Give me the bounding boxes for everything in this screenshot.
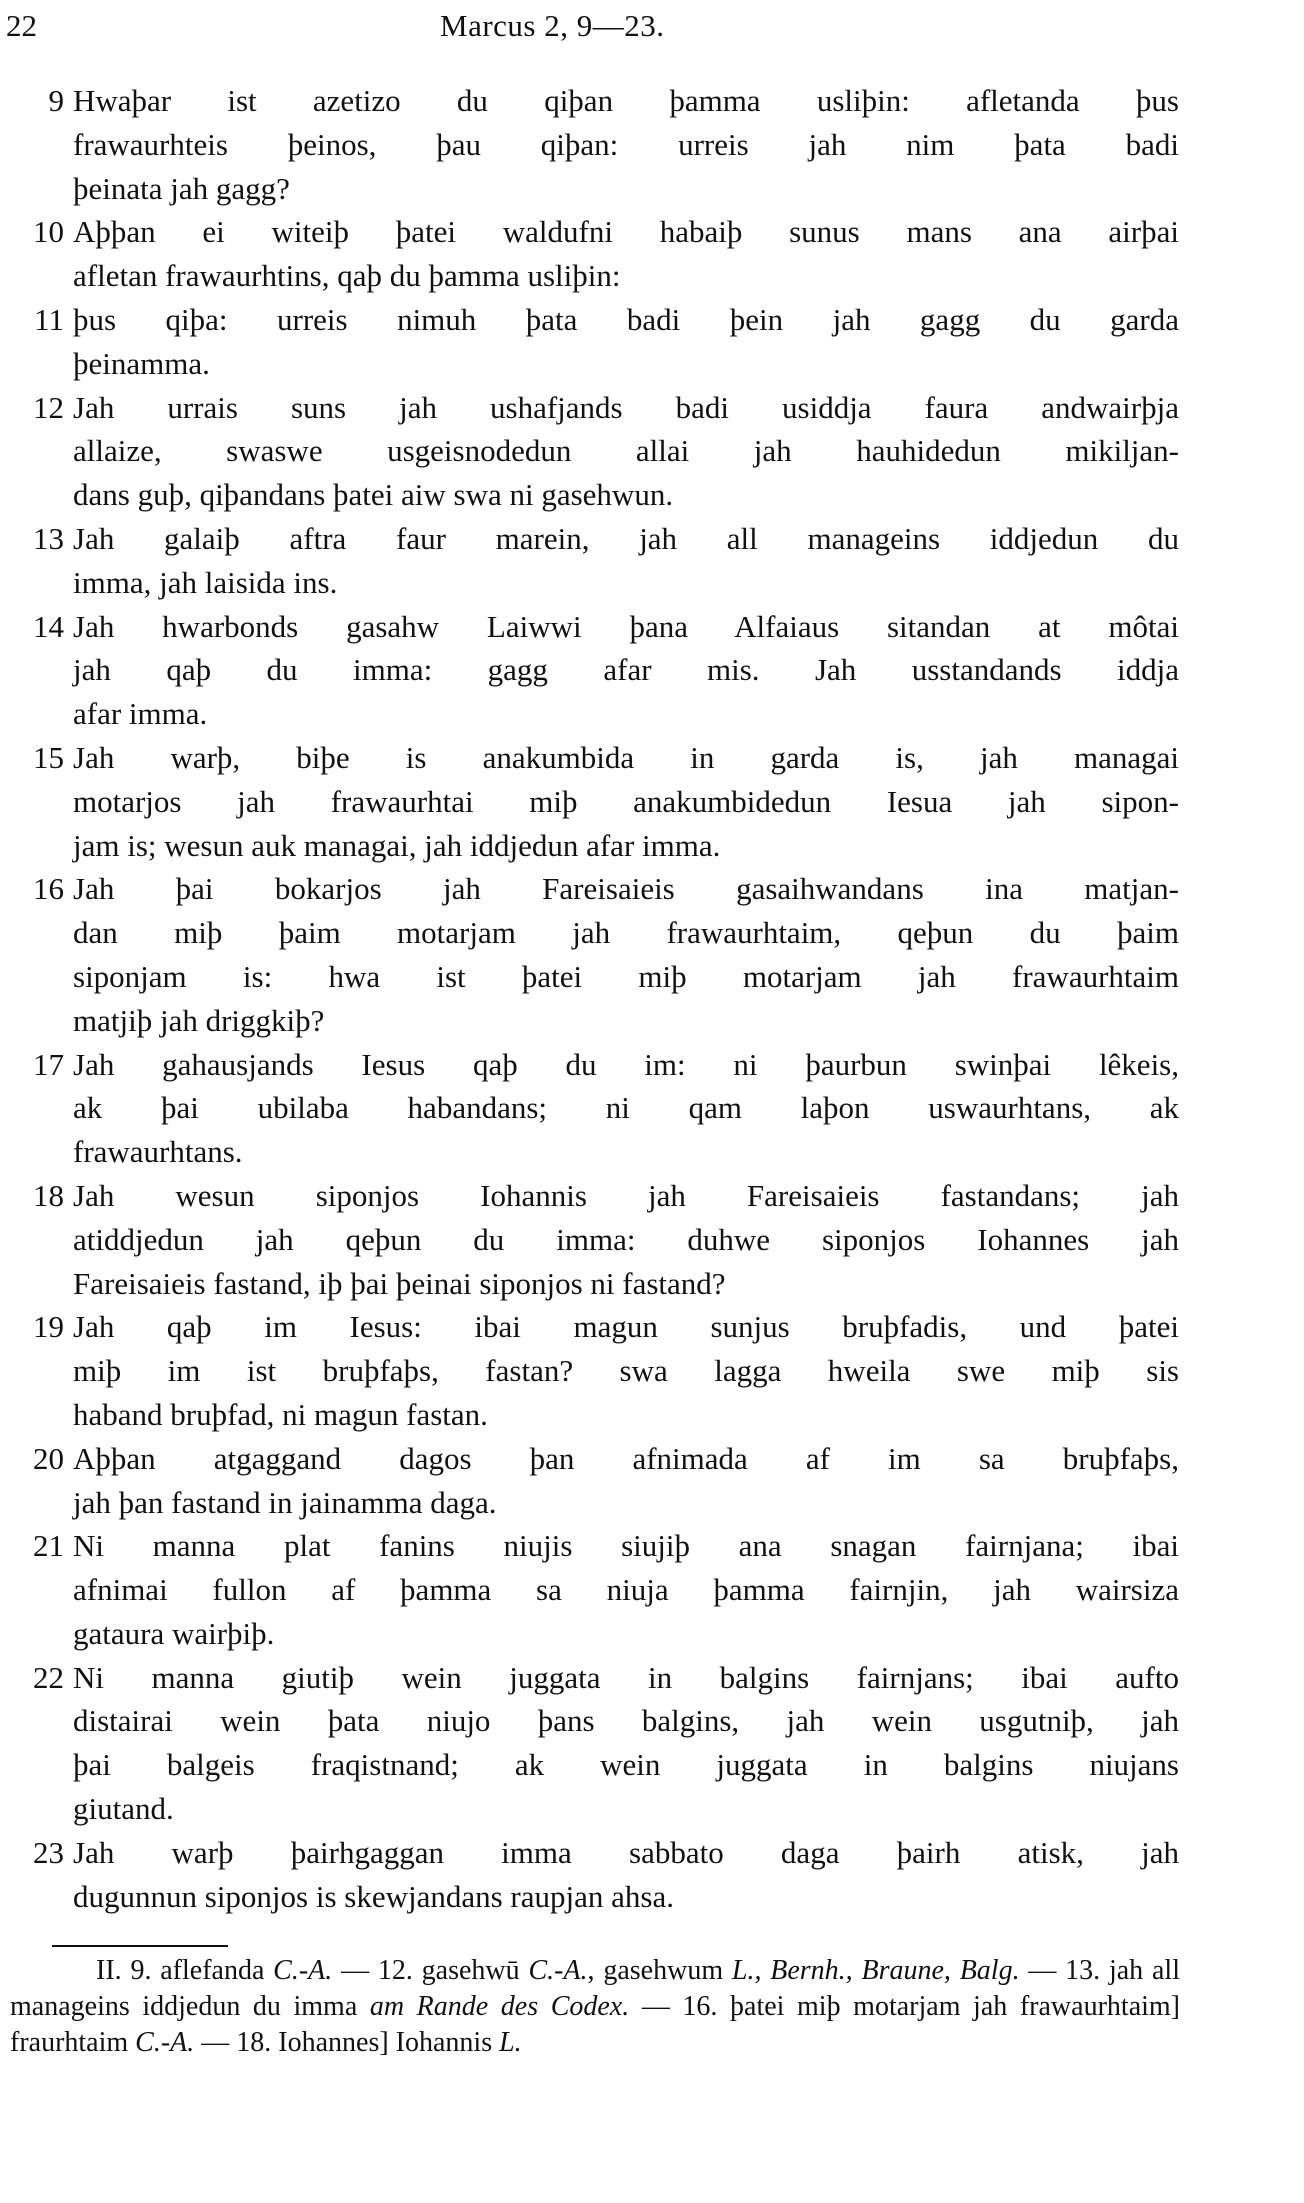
verse-line-text: þai balgeis fraqistnand; ak wein juggata in balgins niujans: [73, 1747, 1179, 1783]
verse-line-text: Jah warþ þairhgaggan imma sabbato daga þairh atisk, jah: [73, 1834, 1179, 1870]
verse-line-text: frawaurhteis þeinos, þau qiþan: urreis jah nim þata badi: [73, 126, 1179, 162]
verse-number: 10: [33, 214, 64, 250]
verse-line-text: Hwaþar ist azetizo du qiþan þamma usliþin: afletanda þus: [73, 83, 1179, 118]
verse-line: [0, 79, 1304, 123]
footnote-text: II. 9. aflefanda: [96, 1955, 274, 1986]
footnote-siglum: C.-A.: [135, 2027, 195, 2058]
verse-line-text: Jah gahausjands Iesus qaþ du im: ni þaurbun swinþai lêkeis,: [73, 1046, 1179, 1082]
verse-line-text: motarjos jah frawaurhtai miþ anakumbidedun Iesua jah sipon-: [73, 783, 1179, 819]
verse-line-text: Jah warþ, biþe is anakumbida in garda is, jah managai: [73, 739, 1179, 775]
verse-line-text: Jah hwarbonds gasahw Laiwwi þana Alfaiaus sitandan at môtai: [73, 608, 1179, 644]
verse-line: [0, 1481, 1304, 1525]
verse-line-text: dan miþ þaim motarjam jah frawaurhtaim, qeþun du þaim: [73, 915, 1179, 951]
verse-line: [0, 999, 1304, 1043]
verse-line: [0, 1086, 1304, 1130]
verse-line: [0, 824, 1304, 868]
verse-line: [0, 123, 1304, 167]
verse-line: [0, 955, 1304, 999]
verse-line: [0, 1218, 1304, 1262]
verse-line: [0, 1524, 1304, 1568]
verse-line: [0, 561, 1304, 605]
verse-number: 16: [33, 871, 64, 907]
verse-line-text: þeinamma.: [73, 345, 210, 381]
footnote-text: — 13. jah all manageins iddjedun du imma: [10, 1955, 1180, 2022]
verse-number: 22: [33, 1659, 64, 1695]
verse-line-text: jam is; wesun auk managai, jah iddjedun afar imma.: [73, 827, 721, 863]
verse-line-text: Aþþan ei witeiþ þatei waldufni habaiþ sunus mans ana airþai: [73, 214, 1179, 250]
verse-number: 13: [33, 520, 64, 556]
footnote-divider: [52, 1945, 228, 1947]
verse-line-text: haband bruþfad, ni magun fastan.: [73, 1396, 488, 1432]
verse-number: 12: [33, 389, 64, 425]
footnote-text: , gasehwum: [587, 1955, 732, 1986]
verse-line-text: Jah qaþ im Iesus: ibai magun sunjus bruþfadis, und þatei: [73, 1309, 1179, 1345]
verse-line-text: afnimai fullon af þamma sa niuja þamma fairnjin, jah wairsiza: [73, 1572, 1179, 1608]
verse-line: [0, 386, 1304, 430]
verse-line-text: jah qaþ du imma: gagg afar mis. Jah usstandands iddja: [73, 652, 1179, 688]
verse-line: [0, 605, 1304, 649]
verse-line: [0, 167, 1304, 211]
verse-line: [0, 298, 1304, 342]
verse-line-text: frawaurhtans.: [73, 1134, 243, 1170]
footnote-text: — 12. gasehwū: [332, 1955, 529, 1986]
verse-line-text: dans guþ, qiþandans þatei aiw swa ni gasehwun.: [73, 477, 674, 513]
verse-line-text: Ni manna giutiþ wein juggata in balgins fairnjans; ibai aufto: [73, 1659, 1179, 1695]
verse-line: [0, 1699, 1304, 1743]
verse-line-text: Jah galaiþ aftra faur marein, jah all manageins iddjedun du: [73, 520, 1179, 556]
verse-line-text: gataura wairþiþ.: [73, 1615, 275, 1651]
verse-line: [0, 1174, 1304, 1218]
verse-line-text: Aþþan atgaggand dagos þan afnimada af im sa bruþfaþs,: [73, 1440, 1179, 1476]
footnote-siglum: L.: [499, 2027, 522, 2058]
verse-line: [0, 1043, 1304, 1087]
verse-line-text: Jah wesun siponjos Iohannis jah Fareisaieis fastandans; jah: [73, 1177, 1179, 1213]
footnote-text: — 16. þatei miþ motarjam jah frawaurhtaim] fraurhtaim: [10, 1991, 1180, 2058]
running-title: Marcus 2, 9—23.: [440, 8, 665, 43]
page-number: 22: [6, 8, 37, 43]
footnote-siglum: L., Bernh., Braune, Balg.: [731, 1955, 1020, 1986]
verse-number: 21: [33, 1528, 64, 1564]
verse-line-text: afar imma.: [73, 696, 208, 732]
verse-line: [0, 1393, 1304, 1437]
verse-line-text: giutand.: [73, 1791, 174, 1827]
verse-line: [0, 1743, 1304, 1787]
verse-line: [0, 780, 1304, 824]
verse-line: [0, 648, 1304, 692]
verse-line: [0, 1787, 1304, 1831]
verse-text: [0, 79, 1304, 1918]
verse-line-text: ak þai ubilaba habandans; ni qam laþon uswaurhtans, ak: [73, 1090, 1179, 1126]
verse-line: [0, 1437, 1304, 1481]
verse-line: [0, 1656, 1304, 1700]
verse-line: [0, 736, 1304, 780]
verse-line-text: þeinata jah gagg?: [73, 170, 290, 206]
verse-number: 17: [33, 1046, 64, 1082]
footnote-siglum: am Rande des Codex.: [369, 1991, 630, 2022]
verse-line-text: afletan frawaurhtins, qaþ du þamma usliþin:: [73, 258, 621, 294]
verse-line: [0, 1875, 1304, 1919]
verse-number: 23: [33, 1834, 64, 1870]
verse-line-text: þus qiþa: urreis nimuh þata badi þein jah gagg du garda: [73, 301, 1179, 337]
verse-line: [0, 692, 1304, 736]
verse-line: [0, 210, 1304, 254]
verse-number: 20: [33, 1440, 64, 1476]
verse-line-text: Fareisaieis fastand, iþ þai þeinai siponjos ni fastand?: [73, 1265, 726, 1301]
footnote-siglum: C.-A.: [528, 1955, 588, 1986]
verse-line: [0, 517, 1304, 561]
verse-line-text: matjiþ jah driggkiþ?: [73, 1002, 325, 1038]
verse-line: [0, 1831, 1304, 1875]
verse-line-text: allaize, swaswe usgeisnodedun allai jah hauhidedun mikiljan-: [73, 433, 1179, 469]
verse-number: 18: [33, 1177, 64, 1213]
verse-line: [0, 911, 1304, 955]
verse-line-text: jah þan fastand in jainamma daga.: [73, 1484, 497, 1520]
verse-line-text: atiddjedun jah qeþun du imma: duhwe siponjos Iohannes jah: [73, 1221, 1179, 1257]
verse-line: [0, 429, 1304, 473]
verse-line-text: Jah urrais suns jah ushafjands badi usiddja faura andwairþja: [73, 389, 1179, 425]
verse-line-text: distairai wein þata niujo þans balgins, jah wein usgutniþ, jah: [73, 1703, 1179, 1739]
verse-line-text: Ni manna plat fanins niujis siujiþ ana snagan fairnjana; ibai: [73, 1528, 1179, 1564]
verse-line-text: miþ im ist bruþfaþs, fastan? swa lagga hweila swe miþ sis: [73, 1353, 1179, 1389]
verse-line: [0, 254, 1304, 298]
verse-line-text: imma, jah laisida ins.: [73, 564, 338, 600]
verse-number: 19: [33, 1309, 64, 1345]
footnote-text: — 18. Iohannes] Iohannis: [194, 2027, 500, 2058]
verse-number: 9: [48, 83, 64, 118]
verse-number: 14: [33, 608, 64, 644]
verse-line-text: siponjam is: hwa ist þatei miþ motarjam jah frawaurhtaim: [73, 958, 1179, 994]
verse-line: [0, 867, 1304, 911]
footnote-apparatus: [10, 1953, 1180, 2061]
verse-line-text: dugunnun siponjos is skewjandans raupjan ahsa.: [73, 1878, 674, 1914]
verse-number: 11: [34, 301, 64, 337]
verse-line: [0, 342, 1304, 386]
verse-line: [0, 1349, 1304, 1393]
verse-number: 15: [33, 739, 64, 775]
footnote-siglum: C.-A.: [273, 1955, 333, 1986]
verse-line: [0, 1130, 1304, 1174]
verse-line: [0, 473, 1304, 517]
verse-line: [0, 1612, 1304, 1656]
verse-line: [0, 1568, 1304, 1612]
verse-line: [0, 1305, 1304, 1349]
verse-line: [0, 1262, 1304, 1306]
verse-line-text: Jah þai bokarjos jah Fareisaieis gasaihwandans ina matjan-: [73, 871, 1179, 907]
